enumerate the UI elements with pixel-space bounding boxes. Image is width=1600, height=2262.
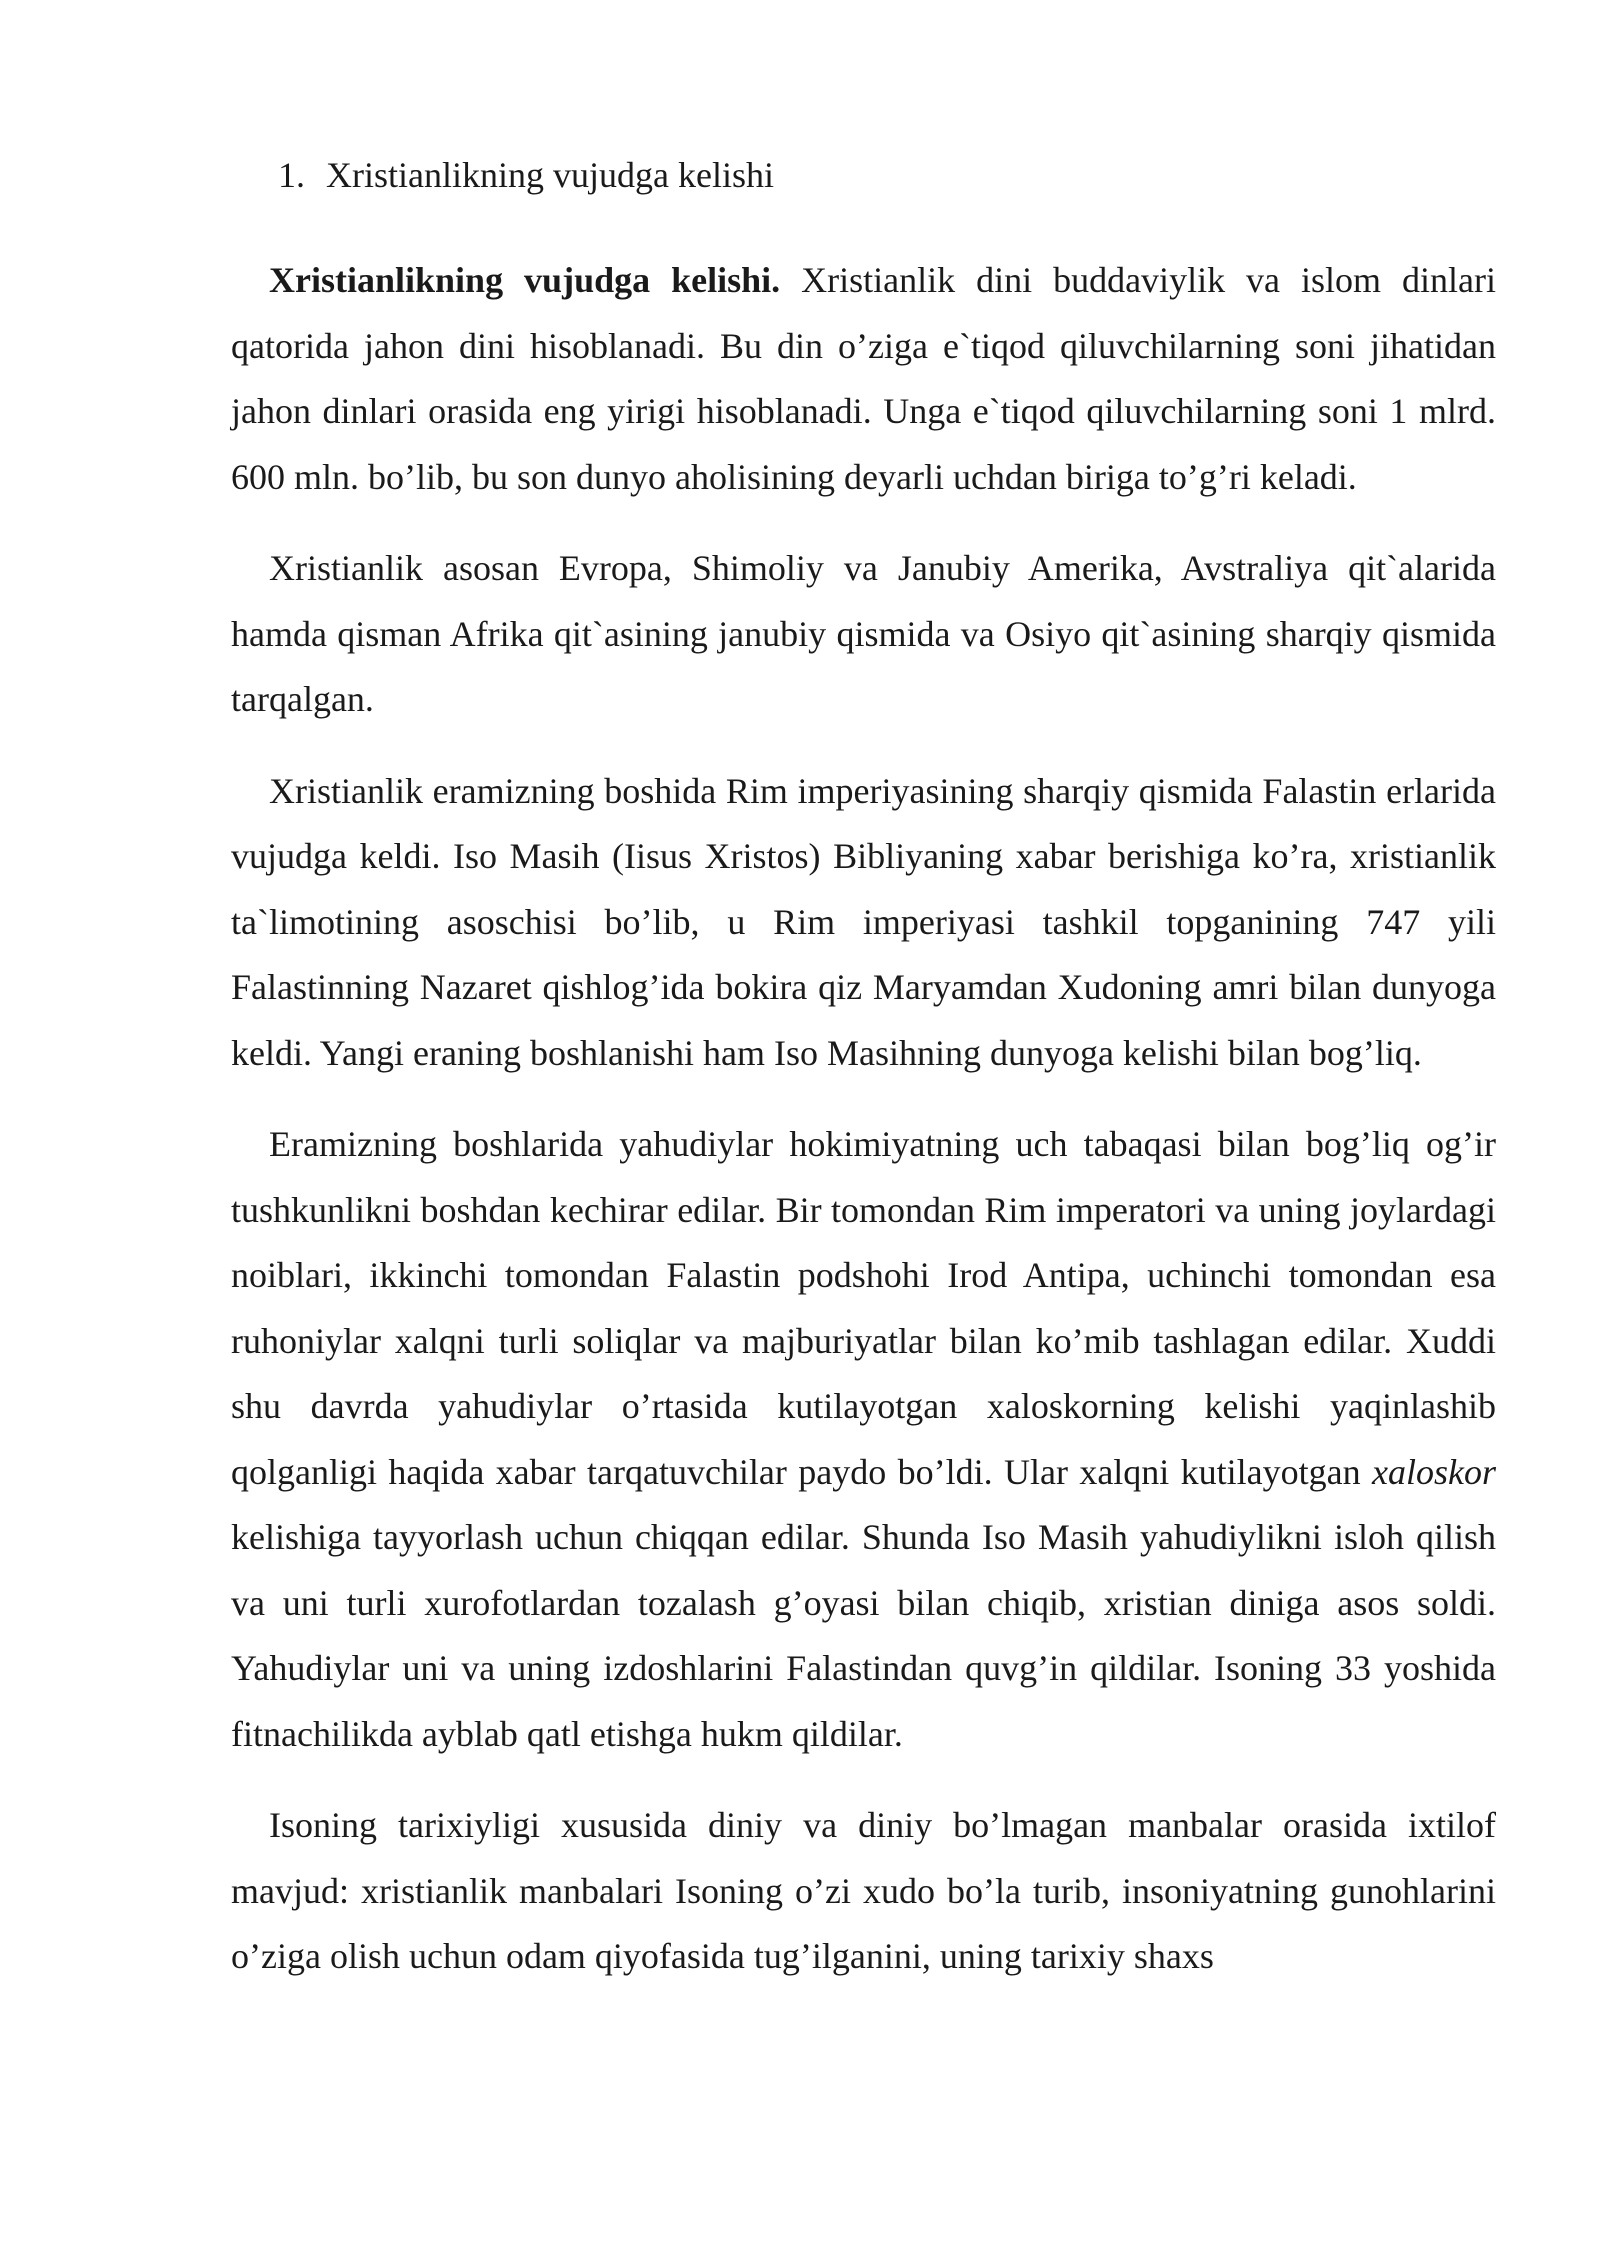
paragraph-5 bbox=[231, 1793, 1496, 1990]
section-heading bbox=[278, 150, 774, 200]
paragraph-1-text: Xristianlik dini buddaviylik va islom dinlari qatorida jahon dini hisoblanadi. Bu din o’ziga e`tiqod qiluvchilarning soni jihatidan jahon dinlari orasida eng yirigi hisoblanadi. Unga e`tiqod qiluvchilarning soni 1 mlrd. 600 mln. bo’lib, bu son dunyo aholisining deyarli uchdan biriga to’g’ri keladi. bbox=[231, 260, 1496, 497]
paragraph-4-text-after: kelishiga tayyorlash uchun chiqqan edilar. Shunda Iso Masih yahudiylikni isloh qilish va uni turli xurofotlardan tozalash g’oyasi bilan chiqib, xristian diniga asos soldi. Yahudiylar uni va uning izdoshlarini Falastindan quvg’in qildilar. Isoning 33 yoshida fitnachilikda ayblab qatl etishga hukm qildilar. bbox=[231, 1517, 1496, 1754]
section-number: 1. bbox=[278, 155, 305, 195]
paragraph-3 bbox=[231, 759, 1496, 1087]
section-title: Xristianlikning vujudga kelishi bbox=[326, 155, 774, 195]
paragraph-3-text: Xristianlik eramizning boshida Rim imperiyasining sharqiy qismida Falastin erlarida vujudga keldi. Iso Masih (Iisus Xristos) Bibliyaning xabar berishiga ko’ra, xristianlik ta`limotining asoschisi bo’lib, u Rim imperiyasi tashkil topganining 747 yili Falastinning Nazaret qishlog’ida bokira qiz Maryamdan Xudoning amri bilan dunyoga keldi. Yangi eraning boshlanishi ham Iso Masihning dunyoga kelishi bilan bog’liq. bbox=[231, 770, 1496, 1073]
document-body bbox=[231, 248, 1496, 2016]
paragraph-5-text: Isoning tarixiyligi xususida diniy va diniy bo’lmagan manbalar orasida ixtilof mavjud: xristianlik manbalari Isoning o’zi xudo bo’la turib, insoniyatning gunohlarini o’ziga olish uchun odam qiyofasida tug’ilganini, uning tarixiy shaxs bbox=[231, 1805, 1496, 1976]
paragraph-1 bbox=[231, 248, 1496, 510]
paragraph-2-text: Xristianlik asosan Evropa, Shimoliy va Janubiy Amerika, Avstraliya qit`alarida hamda qisman Afrika qit`asining janubiy qismida va Osiyo qit`asining sharqiy qismida tarqalgan. bbox=[231, 548, 1496, 719]
paragraph-4-italic-term: xaloskor bbox=[1372, 1451, 1496, 1492]
paragraph-2 bbox=[231, 536, 1496, 733]
paragraph-4 bbox=[231, 1112, 1496, 1767]
paragraph-1-bold-lead: Xristianlikning vujudga kelishi. bbox=[269, 260, 781, 300]
paragraph-4-text-before: Eramizning boshlarida yahudiylar hokimiyatning uch tabaqasi bilan bog’liq og’ir tushkunlikni boshdan kechirar edilar. Bir tomondan Rim imperatori va uning joylardagi noiblari, ikkinchi tomondan Falastin podshohi Irod Antipa, uchinchi tomondan esa ruhoniylar xalqni turli soliqlar va majburiyatlar bilan ko’mib tashlagan edilar. Xuddi shu davrda yahudiylar o’rtasida kutilayotgan xaloskorning kelishi yaqinlashib qolganligi haqida xabar tarqatuvchilar paydo bo’ldi. Ular xalqni kutilayotgan bbox=[231, 1124, 1496, 1492]
